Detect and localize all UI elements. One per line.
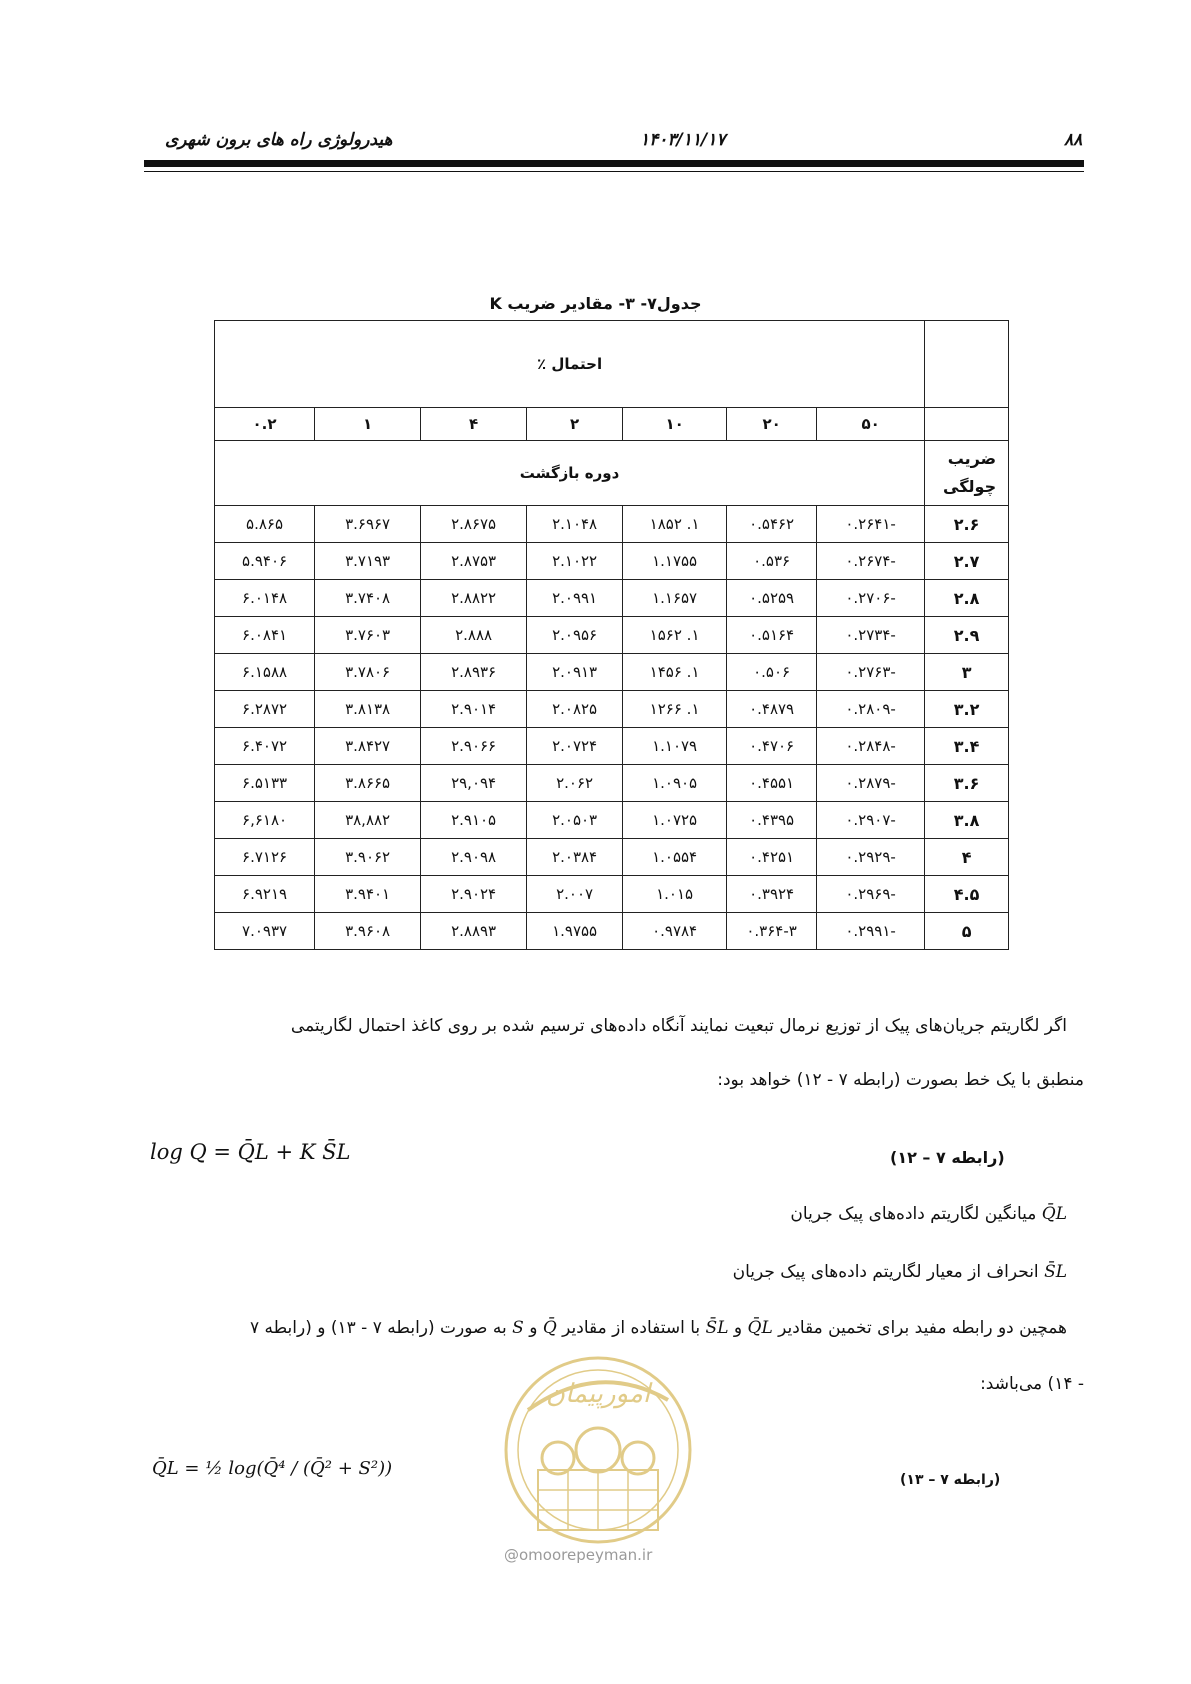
watermark-url: @omoorepeyman.ir (504, 1546, 653, 1564)
table-row (215, 876, 1009, 913)
k-value-cell: ۳.۹۶۰۸ (315, 913, 421, 950)
table-row (215, 839, 1009, 876)
table-row (215, 728, 1009, 765)
table-row (215, 580, 1009, 617)
skew-value: ۳ (925, 654, 1009, 691)
definition-s-std (367, 1262, 1067, 1282)
k-value-cell: ۶.۷۱۲۶ (215, 839, 315, 876)
k-value-cell: ۱.۰۱۵ (623, 876, 727, 913)
symbol-sL-inline: S̄L (705, 1318, 729, 1338)
k-value-cell: ۰.۴۲۵۱ (727, 839, 817, 876)
k-value-cell: ۶,۶۱۸۰ (215, 802, 315, 839)
k-value-cell: ۲.۱۰۲۲ (527, 543, 623, 580)
definition-q-mean (367, 1204, 1067, 1224)
k-value-cell: -۰.۲۹۰۷ (817, 802, 925, 839)
k-value-cell: ۲.۰۷۲۴ (527, 728, 623, 765)
skew-value: ۴.۵ (925, 876, 1009, 913)
paragraph-2-line-1 (107, 1318, 1067, 1338)
k-value-cell: ۳.۸۶۶۵ (315, 765, 421, 802)
watermark-logo-text: امورپیمان (545, 1379, 651, 1409)
k-value-cell: ۰.۴۸۷۹ (727, 691, 817, 728)
k-value-cell: ۳۸,۸۸۲ (315, 802, 421, 839)
k-value-cell: ۲.۰۵۰۳ (527, 802, 623, 839)
prob-col: ۵۰ (817, 408, 925, 441)
table-row (215, 506, 1009, 543)
equation-13-label: (رابطه ۷ – ۱۳) (900, 1472, 1001, 1488)
symbol-q-inline: Q̄ (542, 1318, 557, 1338)
table-row (215, 654, 1009, 691)
k-value-cell: ۶.۴۰۷۲ (215, 728, 315, 765)
k-value-cell: ۱.۰۷۲۵ (623, 802, 727, 839)
k-value-cell: -۰.۲۸۷۹ (817, 765, 925, 802)
k-value-cell: ۳.۹۰۶۲ (315, 839, 421, 876)
k-value-cell: ۶.۱۵۸۸ (215, 654, 315, 691)
k-value-cell: ۰.۴۳۹۵ (727, 802, 817, 839)
paragraph-2-line-2: - ۱۴) می‌باشد: (980, 1374, 1084, 1394)
paragraph-1-line-2: منطبق با یک خط بصورت (رابطه ۷ - ۱۲) خواهد بود: (717, 1070, 1084, 1090)
equation-13: Q̄L = ½ log(Q̄⁴ / (Q̄² + S²)) (152, 1458, 393, 1479)
skew-value: ۳.۲ (925, 691, 1009, 728)
skew-value: ۳.۴ (925, 728, 1009, 765)
prob-col: ۰.۲ (215, 408, 315, 441)
k-value-cell: ۱. ۱۲۶۶ (623, 691, 727, 728)
k-value-cell: ۱.۱۰۷۹ (623, 728, 727, 765)
k-value-cell: -۰.۲۹۹۱ (817, 913, 925, 950)
k-value-cell: ۲.۰۸۲۵ (527, 691, 623, 728)
k-value-cell: ۱.۰۹۰۵ (623, 765, 727, 802)
skew-value: ۵ (925, 913, 1009, 950)
table-row (215, 617, 1009, 654)
prob-col: ۱ (315, 408, 421, 441)
k-value-cell: ۱. ۱۵۶۲ (623, 617, 727, 654)
k-value-cell: ۷.۰۹۳۷ (215, 913, 315, 950)
para2-text-a: همچین دو رابطه مفید برای تخمین مقادیر (778, 1318, 1067, 1338)
skew-label: ضریب چولگی (925, 441, 1009, 506)
k-value-cell: ۲.۹۰۱۴ (421, 691, 527, 728)
k-value-cell: ۱.۰۵۵۴ (623, 839, 727, 876)
k-value-cell: ۵.۸۶۵ (215, 506, 315, 543)
k-value-cell: ۲.۸۷۵۳ (421, 543, 527, 580)
prob-col: ۲۰ (727, 408, 817, 441)
table-row (215, 802, 1009, 839)
k-value-cell: -۰.۲۷۳۴ (817, 617, 925, 654)
symbol-qL-inline: Q̄L (747, 1318, 773, 1338)
header-date: ۱۴۰۳/۱۱/۱۷ (640, 130, 726, 150)
k-value-cell: ۳.۸۴۲۷ (315, 728, 421, 765)
k-value-cell: ۲.۱۰۴۸ (527, 506, 623, 543)
k-value-cell: ۰.۵۲۵۹ (727, 580, 817, 617)
skew-value: ۲.۸ (925, 580, 1009, 617)
k-value-cell: ۲.۰۶۲ (527, 765, 623, 802)
definition-s-text: انحراف از معیار لگاریتم داده‌های پیک جریان (732, 1262, 1039, 1282)
symbol-sL: S̄L (1044, 1262, 1067, 1282)
table-row (215, 913, 1009, 950)
prob-col: ۱۰ (623, 408, 727, 441)
skew-value: ۲.۷ (925, 543, 1009, 580)
skew-value: ۲.۹ (925, 617, 1009, 654)
prob-col: ۴ (421, 408, 527, 441)
k-value-cell: ۳.۶۹۶۷ (315, 506, 421, 543)
k-value-cell: ۲.۰۹۱۳ (527, 654, 623, 691)
equation-12-label: (رابطه ۷ – ۱۲) (890, 1148, 1005, 1167)
k-value-cell: ۵.۹۴۰۶ (215, 543, 315, 580)
symbol-qL: Q̄L (1041, 1204, 1067, 1224)
header-rule-thick (144, 160, 1084, 167)
k-value-cell: ۱. ۱۸۵۲ (623, 506, 727, 543)
k-value-cell: ۲.۸۸۲۲ (421, 580, 527, 617)
probability-label: احتمال ٪ (215, 321, 925, 408)
k-value-cell: ۱. ۱۴۵۶ (623, 654, 727, 691)
k-value-cell: -۰.۲۹۲۹ (817, 839, 925, 876)
definition-q-text: میانگین لگاریتم داده‌های پیک جریان (790, 1204, 1037, 1224)
k-value-cell: ۳.۷۸۰۶ (315, 654, 421, 691)
skew-value: ۴ (925, 839, 1009, 876)
k-value-cell: ۲.۸۸۸ (421, 617, 527, 654)
k-value-cell: ۶.۵۱۳۳ (215, 765, 315, 802)
k-value-cell: ۳.۷۶۰۳ (315, 617, 421, 654)
k-value-cell: ۲.۸۸۹۳ (421, 913, 527, 950)
k-value-cell: ۰.۵۴۶۲ (727, 506, 817, 543)
symbol-s-inline: S (512, 1318, 524, 1338)
skew-header-blank (925, 321, 1009, 408)
k-value-cell: ۱.۱۶۵۷ (623, 580, 727, 617)
k-value-cell: ۳.۹۴۰۱ (315, 876, 421, 913)
skew-value: ۳.۶ (925, 765, 1009, 802)
table-row (215, 543, 1009, 580)
k-value-cell: ۰.۴۷۰۶ (727, 728, 817, 765)
paragraph-1-line-1: اگر لگاریتم جریان‌های پیک از توزیع نرمال تبعیت نمایند آنگاه داده‌های ترسیم شده بر روی کاغذ احتمال لگاریتمی (290, 1016, 1067, 1036)
k-value-cell: ۲.۰۹۵۶ (527, 617, 623, 654)
k-value-cell: -۰.۲۷۶۳ (817, 654, 925, 691)
para2-text-c: به صورت (رابطه ۷ - ۱۳) و (رابطه ۷ (249, 1318, 507, 1338)
return-period-label: دوره بازگشت (215, 441, 925, 506)
and-word: و (733, 1318, 743, 1338)
k-value-cell: ۶.۹۲۱۹ (215, 876, 315, 913)
and-word: و (529, 1318, 538, 1338)
k-value-cell: ۲.۸۶۷۵ (421, 506, 527, 543)
k-value-cell: ۲.۹۱۰۵ (421, 802, 527, 839)
k-value-cell: ۲.۰۰۷ (527, 876, 623, 913)
k-value-cell: -۰.۲۹۶۹ (817, 876, 925, 913)
header-rule-thin (144, 171, 1084, 172)
page-number: ۸۸ (1064, 130, 1083, 150)
k-value-cell: ۰.۵۳۶ (727, 543, 817, 580)
header-title: هیدرولوژی راه های برون شهری (165, 130, 393, 150)
k-value-cell: ۳.۷۴۰۸ (315, 580, 421, 617)
k-value-cell: ۰.۵۱۶۴ (727, 617, 817, 654)
k-value-cell: ۰.۹۷۸۴ (623, 913, 727, 950)
skew-value: ۲.۶ (925, 506, 1009, 543)
para2-text-b: با استفاده از مقادیر (562, 1318, 701, 1338)
table-caption: جدول۷- ۳- مقادیر ضریب K (489, 294, 702, 313)
k-value-cell: ۲.۰۳۸۴ (527, 839, 623, 876)
equation-12: log Q = Q̄L + K S̄L (150, 1140, 351, 1164)
k-value-cell: ۶.۰۸۴۱ (215, 617, 315, 654)
table-row (215, 691, 1009, 728)
k-value-cell: -۰.۲۶۴۱ (817, 506, 925, 543)
k-value-cell: ۱.۹۷۵۵ (527, 913, 623, 950)
k-value-cell: ۰.۵۰۶ (727, 654, 817, 691)
k-value-cell: ۳.۷۱۹۳ (315, 543, 421, 580)
k-value-cell: ۰.۳۶۴-۳ (727, 913, 817, 950)
k-value-cell: ۶.۲۸۷۲ (215, 691, 315, 728)
k-value-cell: ۰.۳۹۲۴ (727, 876, 817, 913)
k-value-cell: ۳.۸۱۳۸ (315, 691, 421, 728)
watermark-logo-icon (488, 1340, 708, 1580)
k-value-cell: -۰.۲۷۰۶ (817, 580, 925, 617)
k-value-cell: -۰.۲۶۷۴ (817, 543, 925, 580)
k-value-cell: ۲.۸۹۳۶ (421, 654, 527, 691)
k-value-cell: ۲۹,۰۹۴ (421, 765, 527, 802)
k-value-cell: ۰.۴۵۵۱ (727, 765, 817, 802)
k-coefficient-table (214, 320, 1009, 950)
skew-value: ۳.۸ (925, 802, 1009, 839)
k-value-cell: -۰.۲۸۰۹ (817, 691, 925, 728)
k-value-cell: ۲.۰۹۹۱ (527, 580, 623, 617)
table-row (215, 765, 1009, 802)
k-value-cell: ۲.۹۰۹۸ (421, 839, 527, 876)
k-value-cell: -۰.۲۸۴۸ (817, 728, 925, 765)
k-value-cell: ۲.۹۰۲۴ (421, 876, 527, 913)
k-value-cell: ۶.۰۱۴۸ (215, 580, 315, 617)
prob-col: ۲ (527, 408, 623, 441)
k-value-cell: ۲.۹۰۶۶ (421, 728, 527, 765)
k-value-cell: ۱.۱۷۵۵ (623, 543, 727, 580)
prob-header-blank (925, 408, 1009, 441)
